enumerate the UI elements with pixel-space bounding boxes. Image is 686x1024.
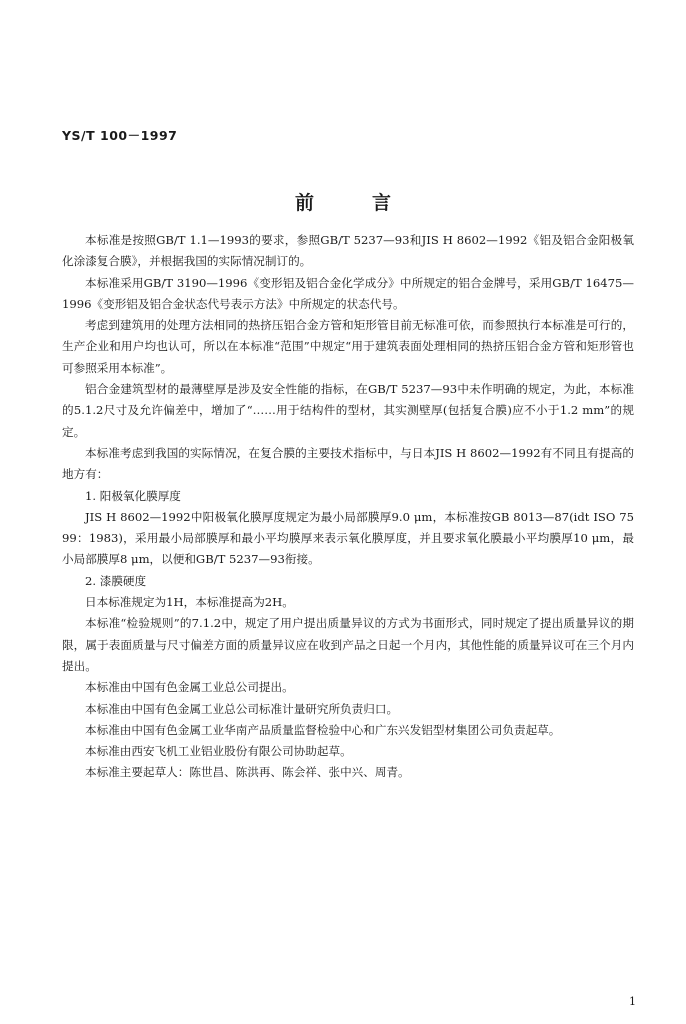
paragraph: 本标准是按照GB/T 1.1—1993的要求，参照GB/T 5237—93和JIS H 8602—1992《铝及铝合金阳极氧化涂漆复合膜》，并根据我国的实际情况制订的。	[62, 233, 634, 269]
page-number: 1	[629, 995, 636, 1008]
paragraph: 铝合金建筑型材的最薄壁厚是涉及安全性能的指标，在GB/T 5237—93中未作明确的规定，为此，本标准的5.1.2尺寸及允许偏差中，增加了“……用于结构件的型材，其实测壁厚(包括复合膜)应不小于1.2 mm”的规定。	[62, 382, 634, 439]
paragraph: 本标准由西安飞机工业铝业股份有限公司协助起草。	[85, 744, 352, 759]
paragraph: 本标准由中国有色金属工业总公司标准计量研究所负责归口。	[85, 701, 399, 716]
section-heading: 1. 阳极氧化膜厚度	[85, 488, 181, 503]
paragraph: 本标准由中国有色金属工业总公司提出。	[85, 680, 294, 695]
document-body	[62, 230, 634, 784]
paragraph: JIS H 8602—1992中阳极氧化膜厚度规定为最小局部膜厚9.0 μm，本标准按GB 8013—87(idt ISO 7599：1983)，采用最小局部膜厚和最小平均膜厚来表示氧化膜厚度，并且要求氧化膜最小平均膜厚10 μm，最小局部膜厚8 μm，以便和GB/T 5237—93衔接。	[62, 509, 634, 567]
section-heading: 2. 漆膜硬度	[85, 573, 147, 588]
page-title: 前言	[294, 192, 449, 214]
paragraph: 本标准主要起草人：陈世昌、陈洪再、陈会祥、张中兴、周青。	[85, 765, 410, 780]
paragraph: 考虑到建筑用的处理方法相同的热挤压铝合金方管和矩形管目前无标准可依，而参照执行本标准是可行的，生产企业和用户均也认可，所以在本标准“范围”中规定“用于建筑表面处理相同的热挤压铝合金方管和矩形管也可参照采用本标准”。	[62, 318, 634, 375]
paragraph: 本标准由中国有色金属工业华南产品质量监督检验中心和广东兴发铝型材集团公司负责起草。	[85, 722, 561, 737]
paragraph: 日本标准规定为1H，本标准提高为2H。	[85, 595, 294, 610]
paragraph: 本标准采用GB/T 3190—1996《变形铝及铝合金化学成分》中所规定的铝合金牌号，采用GB/T 16475—1996《变形铝及铝合金状态代号表示方法》中所规定的状态代号。	[62, 275, 634, 311]
paragraph: 本标准考虑到我国的实际情况，在复合膜的主要技术指标中，与日本JIS H 8602—1992有不同且有提高的地方有：	[62, 445, 634, 482]
paragraph: 本标准“检验规则”的7.1.2中，规定了用户提出质量异议的方式为书面形式，同时规定了提出质量异议的期限，属于表面质量与尺寸偏差方面的质量异议应在收到产品之日起一个月内，其他性能的质量异议可在三个月内提出。	[62, 616, 634, 673]
standard-code: YS/T 100－1997	[62, 128, 178, 143]
